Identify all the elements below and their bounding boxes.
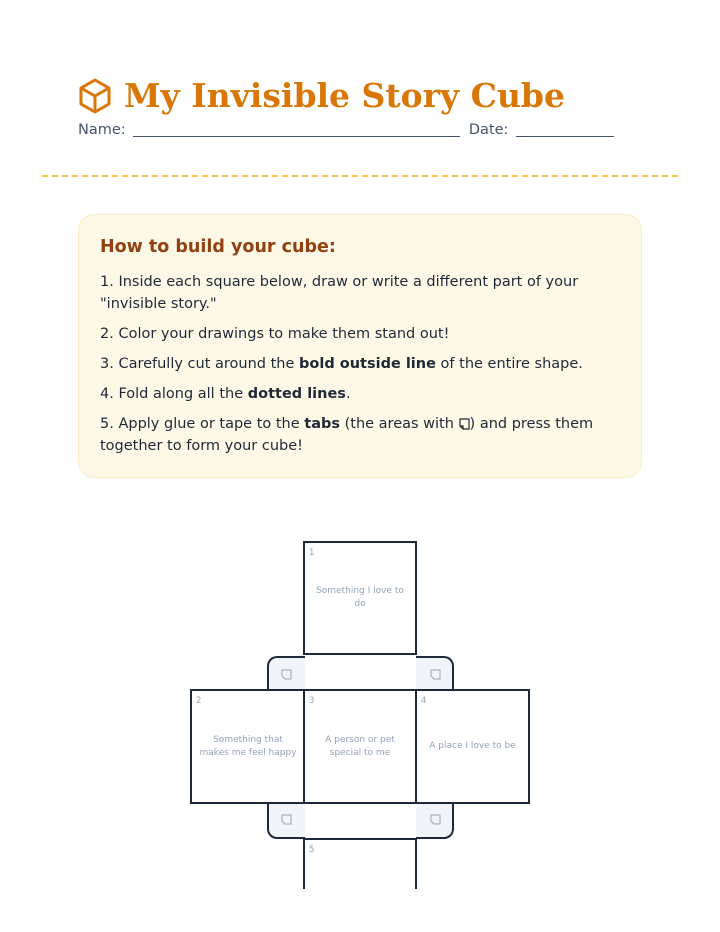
face-number: 4 [421,696,427,706]
face-prompt: A person or pet special to me [325,734,395,758]
name-field[interactable] [133,121,460,137]
cube-icon [78,77,112,115]
date-label: Date: [468,122,509,138]
tab-glue-icon [281,669,292,680]
face-prompt: Something that makes me feel happy [199,734,297,758]
instruction-steps [100,271,625,465]
tab-glue-icon [459,418,470,430]
step-4: 4. Fold along all the dotted lines. [100,386,351,402]
page-bottom-fade [0,889,720,932]
tab-band-bottom [305,801,416,841]
tab-glue-icon [430,669,441,680]
cube-face-4[interactable] [415,689,530,804]
step-1: 1. Inside each square below, draw or write a different part of your "invisible story." [100,274,579,312]
step-3: 3. Carefully cut around the bold outside line of the entire shape. [100,356,583,372]
tab-bottom-left [267,801,307,839]
tab-top-left [267,656,307,692]
face-number: 1 [309,548,315,558]
step-2: 2. Color your drawings to make them stand out! [100,326,450,342]
instructions-box [78,214,642,478]
dotted-lines-text: dotted lines [247,386,346,402]
tab-glue-icon [430,814,441,825]
name-date-row [78,121,614,138]
dashed-divider [42,175,678,177]
tab-bottom-right [414,801,454,839]
name-label: Name: [78,122,126,138]
cube-face-3[interactable] [303,689,417,804]
tab-band-top [305,654,416,692]
cube-face-1[interactable] [303,541,417,655]
tab-glue-icon [281,814,292,825]
page-title: My Invisible Story Cube [124,76,566,115]
bold-outside-line-text: bold outside line [299,356,436,372]
tab-top-right [414,656,454,692]
face-number: 5 [309,845,315,855]
step-5: 5. Apply glue or tape to the tabs (the areas with ) and press them together to form your cube! [100,416,594,454]
cube-face-2[interactable] [190,689,306,804]
date-field[interactable] [516,121,614,137]
face-number: 3 [309,696,315,706]
face-number: 2 [196,696,202,706]
tabs-text: tabs [304,416,340,432]
title-row [78,74,565,118]
instructions-heading: How to build your cube: [100,237,336,257]
face-prompt: Something I love to do [316,586,404,609]
face-prompt: A place I love to be [429,741,516,751]
